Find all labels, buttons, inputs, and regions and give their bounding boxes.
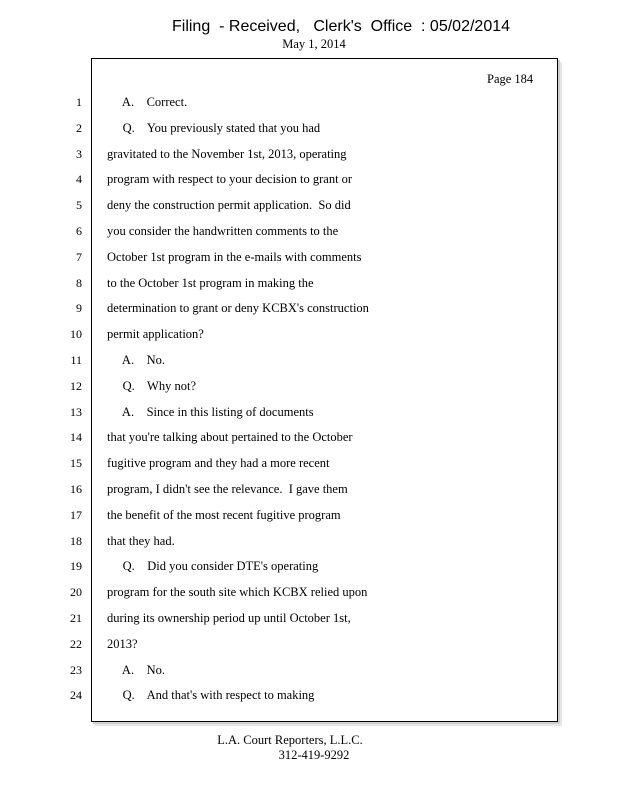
- line-number: 2: [76, 121, 82, 135]
- line-number: 4: [76, 172, 82, 186]
- transcript-line: A. No.: [107, 663, 165, 677]
- line-number: 9: [76, 301, 82, 315]
- transcript-line: the benefit of the most recent fugitive program: [107, 508, 341, 522]
- transcript-line: Q. You previously stated that you had: [107, 121, 321, 135]
- hearing-date: May 1, 2014: [282, 37, 346, 51]
- line-number: 12: [70, 379, 82, 393]
- line-number: 1: [76, 95, 82, 109]
- transcript-line: that they had.: [107, 534, 175, 548]
- transcript-line: A. No.: [107, 353, 165, 367]
- line-number: 17: [70, 508, 82, 522]
- transcript-line: program, I didn't see the relevance. I gave them: [107, 482, 348, 496]
- line-number: 15: [70, 456, 82, 470]
- line-number: 8: [76, 276, 82, 290]
- line-number: 3: [76, 147, 82, 161]
- transcript-line: Q. And that's with respect to making: [107, 688, 315, 702]
- transcript-line: determination to grant or deny KCBX's construction: [107, 301, 369, 315]
- transcript-line: to the October 1st program in making the: [107, 276, 314, 290]
- transcript-line: that you're talking about pertained to the October: [107, 430, 353, 444]
- line-number: 19: [70, 559, 82, 573]
- page-number: Page 184: [487, 72, 534, 86]
- line-number: 24: [70, 688, 82, 702]
- transcript-line: during its ownership period up until October 1st,: [107, 611, 351, 625]
- reporter-company: L.A. Court Reporters, L.L.C.: [217, 733, 363, 747]
- line-number: 5: [76, 198, 82, 212]
- transcript-line: October 1st program in the e-mails with comments: [107, 250, 362, 264]
- transcript-line: gravitated to the November 1st, 2013, operating: [107, 147, 347, 161]
- line-number: 18: [70, 534, 82, 548]
- filing-stamp: Filing - Received, Clerk's Office : 05/02/2014: [171, 18, 511, 35]
- transcript-line: program with respect to your decision to grant or: [107, 172, 353, 186]
- transcript-line: A. Correct.: [107, 95, 188, 109]
- transcript-line: you consider the handwritten comments to the: [107, 224, 339, 238]
- transcript-line: fugitive program and they had a more recent: [107, 456, 330, 470]
- line-number: 20: [70, 585, 82, 599]
- transcript-line: Q. Did you consider DTE's operating: [107, 559, 319, 573]
- line-number: 10: [70, 327, 82, 341]
- line-number: 7: [76, 250, 82, 264]
- transcript-line: permit application?: [107, 327, 204, 341]
- line-number: 21: [70, 611, 82, 625]
- transcript-line: 2013?: [107, 637, 138, 651]
- line-number: 14: [70, 430, 82, 444]
- line-number: 11: [70, 353, 82, 367]
- transcript-line: deny the construction permit application. So did: [107, 198, 351, 212]
- line-number: 23: [70, 663, 82, 677]
- reporter-phone: 312-419-9292: [278, 748, 350, 762]
- line-number: 16: [70, 482, 82, 496]
- transcript-line: Q. Why not?: [107, 379, 196, 393]
- transcript-line: program for the south site which KCBX relied upon: [107, 585, 368, 599]
- transcript-line: A. Since in this listing of documents: [107, 405, 314, 419]
- line-number: 22: [70, 637, 82, 651]
- line-number: 13: [70, 405, 82, 419]
- line-number: 6: [76, 224, 82, 238]
